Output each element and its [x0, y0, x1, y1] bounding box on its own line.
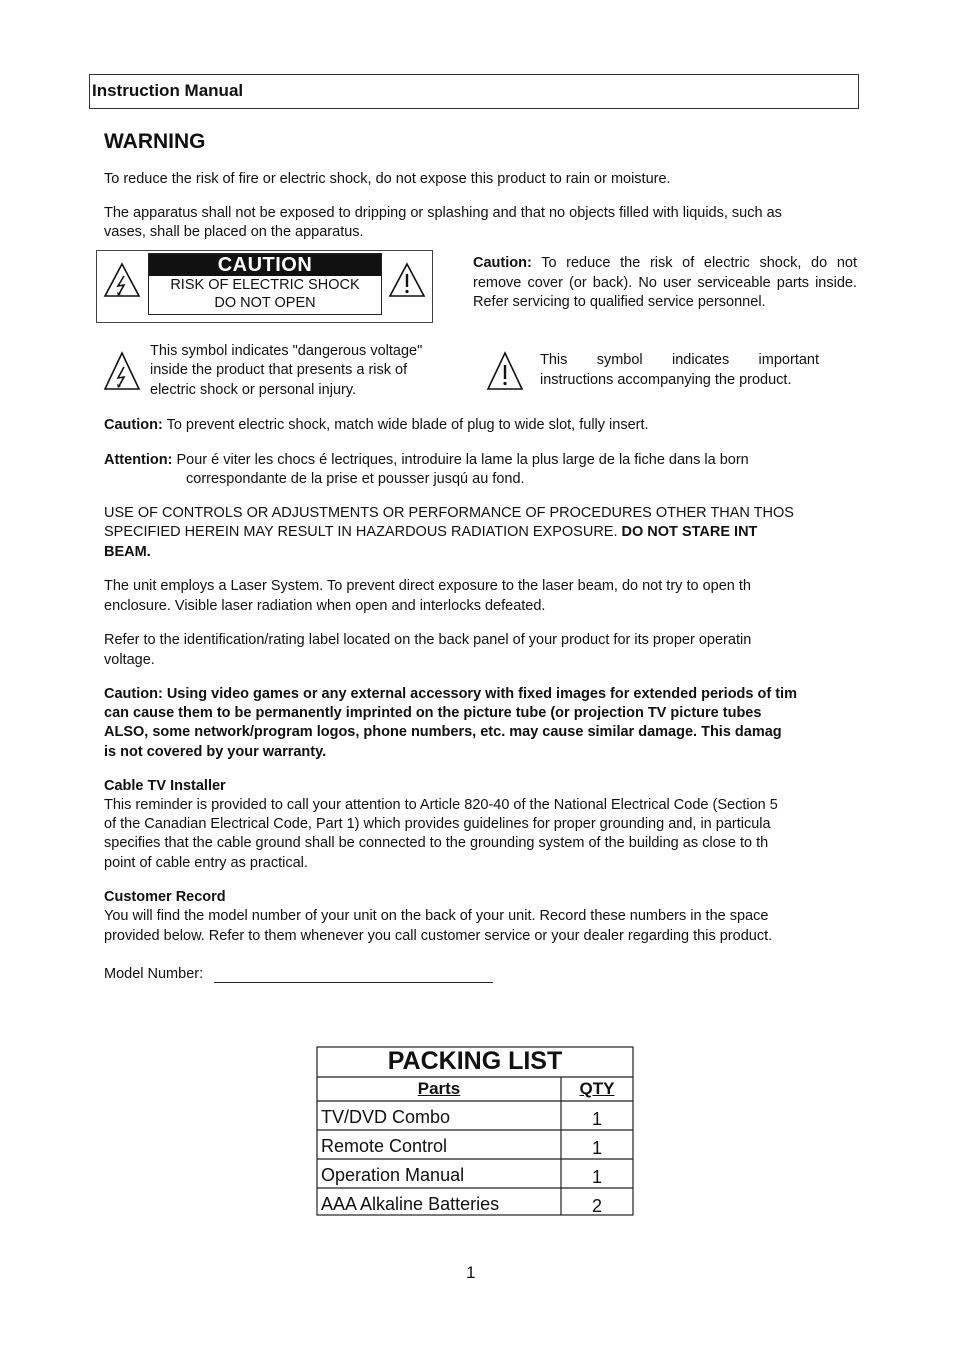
packing-list-row-1-part: TV/DVD Combo [321, 1107, 451, 1127]
packing-list-parts-header: Parts [417, 1079, 461, 1098]
laser-system-line-1: The unit employs a Laser System. To prevent direct exposure to the laser beam, do not try to open th [104, 578, 751, 594]
packing-list-row-4-qty: 2 [591, 1196, 602, 1216]
caution-label-header: CAUTION [149, 254, 381, 276]
packing-list-qty-header: QTY [579, 1079, 615, 1098]
warning-paragraph-2-line-1: The apparatus shall not be exposed to dripping or splashing and that no objects filled with liquids, such as [104, 205, 782, 221]
customer-record-line-1: You will find the model number of your unit on the back of your unit. Record these numbers in the space [104, 908, 769, 924]
cable-tv-line-2: of the Canadian Electrical Code, Part 1) which provides guidelines for proper grounding and, in particula [104, 816, 771, 832]
laser-warning-line-2-text: SPECIFIED HEREIN MAY RESULT IN HAZARDOUS RADIATION EXPOSURE. [104, 524, 618, 540]
important-symbol-text: This symbol indicates important instructions accompanying the product. [540, 352, 819, 388]
packing-list-row-3-qty: 1 [591, 1167, 602, 1187]
image-caution-line-3: ALSO, some network/program logos, phone numbers, etc. may cause similar damage. This damag [104, 724, 782, 740]
laser-warning-line-1: USE OF CONTROLS OR ADJUSTMENTS OR PERFORMANCE OF PROCEDURES OTHER THAN THOS [104, 505, 794, 521]
warning-paragraph-1: To reduce the risk of fire or electric shock, do not expose this product to rain or moisture. [104, 171, 671, 187]
plug-caution-text: To prevent electric shock, match wide blade of plug to wide slot, fully insert. [166, 417, 649, 433]
page-number: 1 [466, 1263, 476, 1282]
caution-label-line-1: RISK OF ELECTRIC SHOCK [170, 277, 360, 293]
caution-side-body: To reduce the risk of electric shock, do not remove cover (or back). No user serviceable parts inside. Refer servicing to qualified service personnel. [473, 255, 857, 310]
packing-list-row-2-part: Remote Control [321, 1136, 448, 1156]
cable-tv-line-1: This reminder is provided to call your attention to Article 820-40 of the National Electrical Code (Section 5 [104, 797, 778, 813]
warning-title: WARNING [104, 130, 206, 153]
laser-system-line-2: enclosure. Visible laser radiation when open and interlocks defeated. [104, 598, 546, 614]
packing-list-row-1-qty: 1 [591, 1109, 602, 1129]
attention-label: Attention: [104, 452, 173, 468]
model-number-label: Model Number: [104, 966, 204, 982]
warning-paragraph-2-line-2: vases, shall be placed on the apparatus. [104, 224, 364, 240]
cable-tv-line-3: specifies that the cable ground shall be connected to the grounding system of the building as close to th [104, 835, 769, 851]
image-caution-line-2: can cause them to be permanently imprinted on the picture tube (or projection TV picture tubes [104, 705, 762, 721]
attention-line-2: correspondante de la prise et pousser jusqú au fond. [186, 471, 525, 487]
packing-list-row-2-qty: 1 [591, 1138, 602, 1158]
image-caution-line-4: is not covered by your warranty. [104, 744, 327, 760]
cable-tv-title: Cable TV Installer [104, 778, 226, 794]
voltage-symbol-line-3: electric shock or personal injury. [150, 382, 357, 398]
rating-label-line-1: Refer to the identification/rating label located on the back panel of your product for its proper operatin [104, 632, 752, 648]
customer-record-line-2: provided below. Refer to them whenever you call customer service or your dealer regarding this product. [104, 928, 773, 944]
attention-line-1-text: Pour é viter les chocs é lectriques, introduire la lame la plus large de la fiche dans la born [176, 452, 749, 468]
laser-warning-line-3: BEAM. [104, 544, 151, 560]
packing-list-row-4-part: AAA Alkaline Batteries [321, 1194, 500, 1214]
packing-list-row-3-part: Operation Manual [321, 1165, 465, 1185]
image-caution-line-1: Caution: Using video games or any external accessory with fixed images for extended periods of tim [104, 686, 797, 702]
rating-label-line-2: voltage. [104, 652, 155, 668]
plug-caution-label: Caution: [104, 417, 163, 433]
customer-record-title: Customer Record [104, 889, 226, 905]
caution-label-line-2: DO NOT OPEN [214, 295, 316, 311]
laser-warning-line-2-bold: DO NOT STARE INT [621, 524, 758, 540]
cable-tv-line-4: point of cable entry as practical. [104, 855, 308, 871]
packing-list-title: PACKING LIST [387, 1047, 563, 1075]
voltage-symbol-line-1: This symbol indicates "dangerous voltage" [150, 343, 423, 359]
voltage-symbol-line-2: inside the product that presents a risk of [150, 362, 408, 378]
header-title: Instruction Manual [92, 81, 244, 100]
caution-side-label: Caution: [473, 255, 532, 271]
